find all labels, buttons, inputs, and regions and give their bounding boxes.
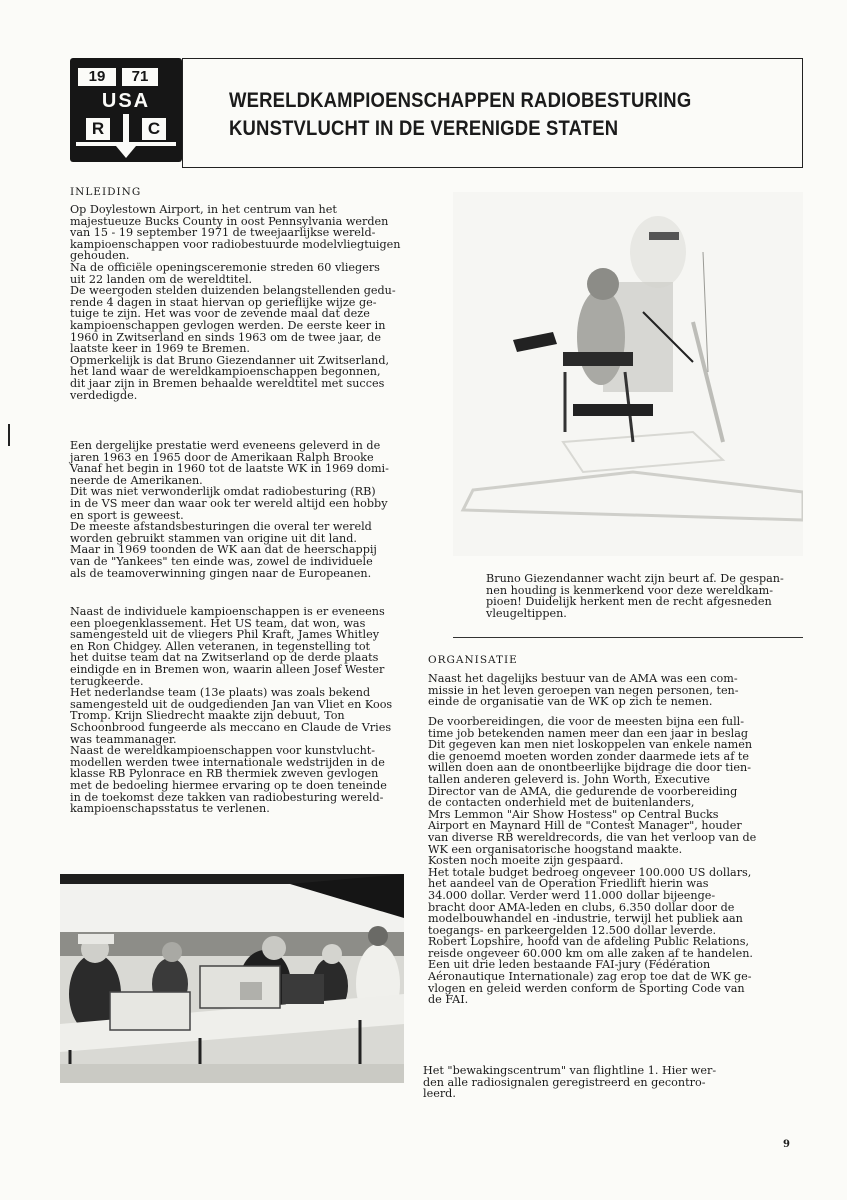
margin-mark [8, 424, 10, 446]
text-line: Director van de AMA, die gedurende de voorbereiding [428, 784, 738, 798]
text-line: time job betekenden namen meer dan een jaar in beslag [428, 726, 749, 740]
text-line: eindigde en in Bremen won, waarin alleen Josef Wester [70, 662, 385, 676]
text-line: Mrs Lemmon "Air Show Hostess" op Central Bucks [428, 807, 719, 821]
text-line: Na de officiële openingsceremonie streden 60 vliegers [70, 260, 380, 274]
text-line: laatste keer in 1969 te Bremen. [70, 342, 250, 356]
text-line: Het "bewakingscentrum" van flightline 1. Hier wer- [423, 1064, 717, 1077]
logo-letter-c: C [142, 118, 166, 140]
text-line: Op Doylestown Airport, in het centrum van het [70, 203, 337, 216]
text-line: tuige te zijn. Het was voor de zevende maal dat deze [70, 307, 370, 321]
text-line: in de VS meer dan waar ook ter wereld altijd een hobby [70, 496, 388, 510]
text-line: kampioenschapsstatus te verlenen. [70, 802, 270, 816]
text-line: en sport is geweest. [70, 508, 184, 522]
text-line: nen houding is kenmerkend voor deze wereldkam- [486, 583, 774, 597]
text-line: Kosten noch moeite zijn gespaard. [428, 854, 624, 868]
text-line: Naast het dagelijks bestuur van de AMA was een com- [428, 672, 738, 685]
text-line: pioen! Duidelijk herkent men de recht afgesneden [486, 595, 772, 609]
text-line: De weergoden stelden duizenden belangstellenden gedu- [70, 284, 396, 298]
text-line: van 15 - 19 september 1971 de tweejaarlijkse wereld- [70, 226, 376, 240]
text-line: reisde ongeveer 60.000 km om alle zaken af te handelen. [428, 946, 753, 960]
intro-paragraph-1 [70, 204, 400, 401]
logo-year-71: 71 [122, 68, 158, 86]
text-line: einde de organisatie van de WK op zich te nemen. [428, 695, 713, 709]
text-line: kampioenschappen gevlogen werden. De eerste keer in [70, 318, 386, 332]
text-line: Bruno Giezendanner wacht zijn beurt af. De gespan- [486, 572, 784, 585]
photo-pilot-caption [486, 573, 784, 619]
logo-country: USA [101, 90, 151, 112]
text-line: Aéronautique Internationale) zag erop toe dat de WK ge- [428, 970, 752, 984]
text-line: Vanaf het begin in 1960 tot de laatste WK in 1969 domi- [70, 462, 389, 476]
text-line: 34.000 dollar. Verder werd 11.000 dollar bijeenge- [428, 888, 716, 902]
text-line: Dit was niet verwonderlijk omdat radiobesturing (RB) [70, 485, 376, 499]
text-line: neerde de Amerikanen. [70, 473, 203, 487]
text-line: leerd. [423, 1087, 456, 1101]
text-line: Een uit drie leden bestaande FAI-jury (Fédération [428, 958, 711, 972]
text-line: Maar in 1969 toonden de WK aan dat de heerschappij [70, 543, 377, 557]
text-line: tallen anderen geleverd is. John Worth, Executive [428, 772, 710, 786]
text-line: en Ron Chidgey. Allen veteranen, in tegenstelling tot [70, 639, 371, 653]
photo-pilot [453, 192, 803, 556]
text-line: Het totale budget bedroeg ongeveer 100.000 US dollars, [428, 865, 752, 879]
text-line: modellen werden twee internationale wedstrijden in de [70, 755, 385, 769]
text-line: van de "Yankees" ten einde was, zowel de individuele [70, 554, 373, 568]
text-line: modelbouwhandel en -industrie, terwijl het publiek aan [428, 912, 743, 926]
text-line: Naast de individuele kampioenschappen is er eveneens [70, 605, 385, 618]
text-line: Tromp. Krijn Sliedrecht maakte zijn debuut, Ton [70, 709, 345, 723]
text-line: willen doen aan de onontbeerlijke bijdrage die door tien- [428, 761, 751, 775]
text-line: die genoemd moeten worden zonder daarmede iets af te [428, 749, 750, 763]
page-number: 9 [783, 1139, 790, 1150]
photo-control-table [60, 874, 404, 1083]
text-line: klasse RB Pylonrace en RB thermiek zweven gevlogen [70, 767, 379, 781]
text-line: WK een organisatorische hoogstand maakte. [428, 842, 683, 856]
text-line: De meeste afstandsbesturingen die overal ter wereld [70, 520, 372, 534]
logo-antenna-icon [70, 58, 182, 162]
text-line: was teammanager. [70, 732, 177, 746]
text-line: missie in het leven geroepen van negen personen, ten- [428, 683, 739, 697]
text-line: het duitse team dat na Zwitserland op de derde plaats [70, 651, 379, 665]
text-line: majestueuze Bucks County in oost Pennsylvania werden [70, 214, 389, 228]
text-line: een ploegenklassement. Het US team, dat won, was [70, 616, 366, 630]
text-line: Een dergelijke prestatie werd eveneens geleverd in de [70, 439, 381, 452]
text-line: gehouden. [70, 249, 130, 263]
text-line: Dit gegeven kan men niet loskoppelen van enkele namen [428, 738, 753, 752]
page-title-line1: WERELDKAMPIOENSCHAPPEN RADIOBESTURING [229, 89, 692, 112]
text-line: Airport en Maynard Hill de "Contest Manager", houder [428, 819, 742, 833]
page-title-line2: KUNSTVLUCHT IN DE VERENIGDE STATEN [229, 117, 619, 140]
text-line: dit jaar zijn in Bremen behaalde wereldtitel met succes [70, 376, 385, 390]
text-line: in de toekomst deze takken van radiobesturing wereld- [70, 790, 384, 804]
text-line: als de teamoverwinning gingen naar de Europeanen. [70, 566, 372, 580]
text-line: de FAI. [428, 993, 469, 1007]
text-line: Opmerkelijk is dat Bruno Giezendanner uit Zwitserland, [70, 353, 390, 367]
text-line: den alle radiosignalen geregistreerd en gecontro- [423, 1075, 706, 1089]
text-line: rende 4 dagen in staat hiervan op gerieflijke wijze ge- [70, 295, 377, 309]
text-line: 1960 in Zwitserland en sinds 1963 om de twee jaar, de [70, 330, 381, 344]
text-line: worden gebruikt stammen van origine uit dit land. [70, 531, 357, 545]
text-line: vleugeltippen. [486, 606, 567, 620]
text-line: uit 22 landen om de wereldtitel. [70, 272, 253, 286]
text-line: kampioenschappen voor radiobestuurde modelvliegtuigen [70, 237, 401, 251]
intro-heading: INLEIDING [70, 186, 142, 198]
organisation-heading: ORGANISATIE [428, 654, 518, 666]
photo-table-caption [423, 1065, 716, 1100]
organisation-paragraph-2 [428, 716, 756, 1006]
text-line: Schoonbrood fungeerde als meccano en Claude de Vries [70, 720, 392, 734]
text-line: terugkeerde. [70, 674, 144, 688]
title-box [182, 58, 803, 168]
text-line: Het nederlandse team (13e plaats) was zoals bekend [70, 686, 371, 700]
text-line: bracht door AMA-leden en clubs, 6.350 dollar door de [428, 900, 735, 914]
text-line: jaren 1963 en 1965 door de Amerikaan Ralph Brooke [70, 450, 374, 464]
logo-letter-r: R [86, 118, 110, 140]
text-line: De voorbereidingen, die voor de meesten bijna een full- [428, 715, 745, 728]
text-line: met de bedoeling hiermee ervaring op te doen teneinde [70, 778, 387, 792]
organisation-paragraph-1 [428, 673, 739, 708]
intro-paragraph-2 [70, 440, 389, 579]
text-line: samengesteld uit de vliegers Phil Kraft, James Whitley [70, 628, 380, 642]
text-line: vlogen en geleid werden conform de Sporting Code van [428, 981, 745, 995]
text-line: van diverse RB wereldrecords, die van het verloop van de [428, 830, 757, 844]
text-line: toegangs- en parkeergelden 12.500 dollar leverde. [428, 923, 717, 937]
text-line: samengesteld uit de oudgedienden Jan van Vliet en Koos [70, 697, 393, 711]
text-line: de contacten onderhield met de buitenlanders, [428, 796, 695, 810]
logo-year-19: 19 [78, 68, 116, 86]
text-line: het land waar de wereldkampioenschappen begonnen, [70, 365, 381, 379]
column-divider [453, 637, 803, 638]
text-line: Naast de wereldkampioenschappen voor kunstvlucht- [70, 744, 376, 758]
text-line: het aandeel van de Operation Friedlift hierin was [428, 877, 709, 891]
logo-badge [70, 58, 182, 162]
intro-paragraph-3 [70, 606, 392, 815]
text-line: verdedigde. [70, 388, 138, 402]
text-line: Robert Lopshire, hoofd van de afdeling Public Relations, [428, 935, 750, 949]
